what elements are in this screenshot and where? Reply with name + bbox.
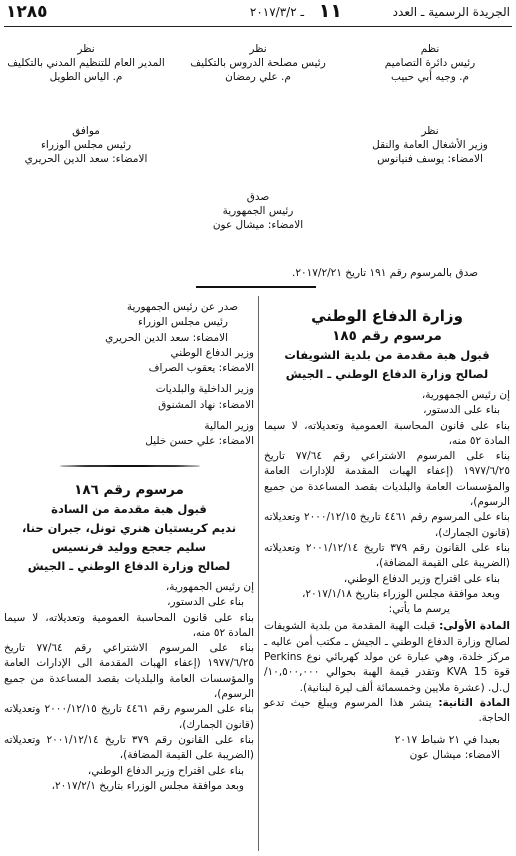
sign-title: رئيس مصلحة الدروس بالتكليف: [190, 57, 326, 69]
sign-role: نظم: [420, 43, 440, 55]
decree-subject-line-4: لصالح وزارة الدفاع الوطني ـ الجيش: [27, 559, 231, 573]
sign-title: المدير العام للتنظيم المدني بالتكليف: [7, 57, 165, 69]
sign-title: رئيس الجمهورية: [222, 205, 294, 217]
issued-line: وزير الداخلية والبلديات: [155, 383, 254, 396]
decree-number: مرسوم رقم ١٨٥: [332, 328, 442, 344]
preamble-line: بناء على اقتراح وزير الدفاع الوطني،: [87, 764, 244, 777]
issued-by-block: [4, 300, 254, 450]
sign-role: نظر: [421, 125, 439, 137]
preamble-line: وبعد موافقة مجلس الوزراء بتاريخ ٢٠١٧/١/١٨،: [302, 587, 500, 600]
preamble-line: إن رئيس الجمهورية،: [421, 389, 510, 401]
preamble-line: بناء على الدستور،: [423, 404, 500, 417]
sign-name: م. علي رمضان: [225, 71, 291, 83]
signatory-president: [172, 190, 344, 232]
issued-line: الامضاء: سعد الدين الحريري: [105, 331, 228, 344]
preamble-line: بناء على اقتراح وزير الدفاع الوطني،: [343, 572, 500, 585]
preamble-line: بناء على القانون رقم ٣٧٩ تاريخ ٢٠٠١/١٢/١٤ وتعديلاته (الضريبة على القيمة المضافة)،: [264, 541, 510, 570]
signatory-design: [344, 42, 516, 84]
sign-name: الامضاء: ميشال عون: [212, 219, 304, 231]
page-number: ١٢٨٥: [6, 2, 48, 22]
decree-subject-line-1: قبول هبة مقدمة من السادة: [51, 502, 207, 516]
article-text: ينشر هذا المرسوم ويبلغ حيث تدعو الحاجة.: [264, 696, 510, 725]
preamble-line: بناء على قانون المحاسبة العمومية وتعديلاته، لا سيما المادة ٥٢ منه،: [264, 419, 510, 447]
ministry-heading: وزارة الدفاع الوطني: [311, 307, 463, 325]
preamble-line: بناء على المرسوم الاشتراعي رقم ٧٧/٦٤ تاريخ ١٩٧٧/٦/٢٥ (إعفاء الهبات المقدمة للإدارات العامة والمؤسسات العامة والبلديات بقصد المساعدة من جميع الرسوم)،: [264, 450, 510, 509]
article-label: المادة الثانية:: [438, 696, 510, 709]
section-divider: [196, 286, 316, 288]
ratification-note: صدق بالمرسوم رقم ١٩١ تاريخ ٢٠١٧/٢/٢١.: [292, 267, 478, 279]
decree-subject-line-3: سليم جعجع ووليد فرنسيس: [51, 540, 207, 554]
signatory-prime-minister: [0, 124, 172, 166]
decree-number: مرسوم رقم ١٨٦: [74, 482, 184, 498]
preamble-line: يرسم ما يأتي:: [388, 603, 450, 616]
column-divider: [258, 296, 259, 851]
sign-name: الامضاء: يوسف فنيانوس: [377, 153, 483, 165]
preamble-line: إن رئيس الجمهورية،: [165, 581, 254, 593]
preamble-line: بناء على الدستور،: [167, 596, 244, 609]
sign-title: رئيس دائرة التصاميم: [384, 57, 476, 69]
preamble-line: بناء على القانون رقم ٣٧٩ تاريخ ٢٠٠١/١٢/١٤ وتعديلاته (الضريبة على القيمة المضافة)،: [4, 733, 254, 762]
issued-line: صدر عن رئيس الجمهورية: [126, 301, 238, 313]
issued-line: الامضاء: علي حسن خليل: [145, 435, 254, 448]
decree-subject-line-2: لصالح وزارة الدفاع الوطني ـ الجيش: [285, 367, 489, 381]
decree-separator: [60, 464, 200, 468]
issued-line: وزير الدفاع الوطني: [170, 346, 254, 359]
preamble-line: بناء على المرسوم رقم ٤٤٦١ تاريخ ٢٠٠٠/١٢/١٥ وتعديلاته (قانون الجمارك)،: [4, 703, 254, 731]
decree-186: [4, 480, 254, 794]
gazette-title: الجريدة الرسمية ـ العدد: [392, 5, 510, 19]
signatory-urban-planning: [0, 42, 172, 84]
sign-name: م. الياس الطويل: [49, 71, 123, 83]
page-header: [4, 2, 512, 27]
article-label: المادة الأولى:: [439, 620, 510, 633]
issue-date: ـ ٢٠١٧/٣/٢: [249, 5, 304, 19]
decree-signature: الامضاء: ميشال عون: [409, 748, 500, 761]
sign-title: وزير الأشغال العامة والنقل: [372, 139, 488, 151]
decree-subject-line-2: نديم كريستيان هنري تونل، جبران حنا،: [21, 521, 237, 535]
preamble-line: بناء على المرسوم رقم ٤٤٦١ تاريخ ٢٠٠٠/١٢/١٥ وتعديلاته (قانون الجمارك)،: [264, 511, 510, 539]
sign-role: موافق: [72, 125, 100, 137]
issued-line: الامضاء: يعقوب الصراف: [148, 362, 254, 375]
signatory-studies: [172, 42, 344, 84]
signatory-public-works: [344, 124, 516, 166]
sign-role: نظر: [77, 43, 95, 55]
sign-name: الامضاء: سعد الدين الحريري: [24, 153, 148, 165]
article-2: [264, 696, 510, 727]
preamble-line: وبعد موافقة مجلس الوزراء بتاريخ ٢٠١٧/٢/١،: [51, 779, 244, 792]
issued-line: الامضاء: نهاد المشنوق: [158, 398, 254, 411]
issue-number: ١١: [318, 0, 342, 22]
decree-place-date: بعبدا في ٢١ شباط ٢٠١٧: [394, 733, 500, 746]
preamble-line: بناء على المرسوم الاشتراعي رقم ٧٧/٦٤ تاريخ ١٩٧٧/٦/٢٥ (إعفاء الهبات المقدمة الى الإدارات العامة والمؤسسات العامة والبلديات بقصد المساعدة من جميع الرسوم)،: [4, 642, 254, 701]
sign-name: م. وجيه أبي حبيب: [391, 71, 469, 83]
issued-line: رئيس مجلس الوزراء: [137, 316, 228, 329]
issued-line: وزير المالية: [204, 420, 254, 433]
article-text: قبلت الهبة المقدمة من بلدية الشويفات لصالح وزارة الدفاع الوطني ـ الجيش ـ مكتب أمن عاليه ـ مركز خلدة، وهي عبارة عن مولد كهربائي نوع Perkins قوة KVA 15 وتقدر قيمة الهبة بحوالي ١٠,٥٠٠,٠٠٠/ ل.ل. (عشرة ملايين وخمسمائة ألف ليرة لبنانية).: [264, 620, 510, 694]
article-1: [264, 619, 510, 695]
sign-title: رئيس مجلس الوزراء: [40, 139, 132, 151]
sign-role: صدق: [246, 191, 270, 203]
sign-role: نظر: [249, 43, 267, 55]
decree-subject-line-1: قبول هبة مقدمة من بلدية الشويفات: [284, 348, 490, 362]
decree-185: [264, 296, 510, 763]
preamble-line: بناء على قانون المحاسبة العمومية وتعديلاته، لا سيما المادة ٥٢ منه،: [4, 611, 254, 639]
